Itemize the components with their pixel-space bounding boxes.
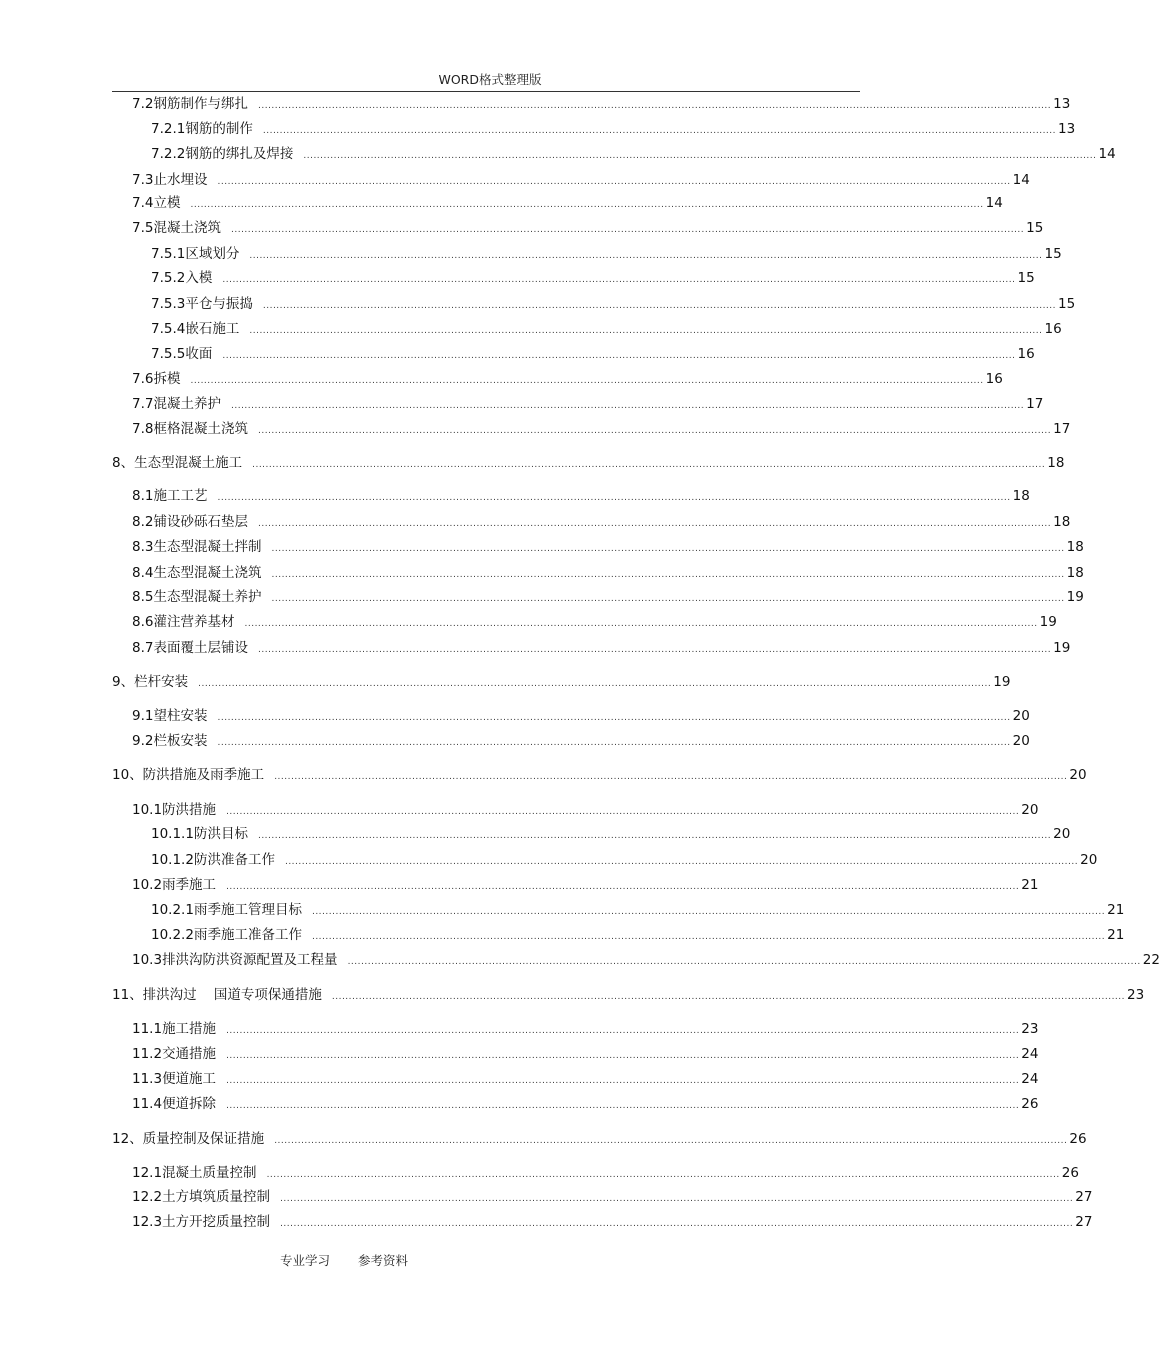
toc-entry-number: 7.8 — [132, 421, 154, 437]
page-header-title: WORD格式整理版 — [438, 72, 542, 87]
toc-entry-number: 9.2 — [132, 733, 154, 749]
toc-entry-page: 21 — [1021, 877, 1039, 893]
toc-entry-page: 18 — [1066, 565, 1084, 581]
toc-entry-number: 7.5 — [132, 220, 154, 236]
toc-entry-number: 10.2.2 — [151, 927, 194, 943]
toc-entry-number: 7.5.3 — [151, 296, 186, 312]
toc-entry-title: 区域划分 — [185, 246, 240, 262]
toc-entry-title: 嵌石施工 — [185, 321, 240, 337]
toc-entry-title: 排洪沟防洪资源配置及工程量 — [162, 952, 338, 968]
toc-leader-dots: ............................................................................................................................................................................................................................................ — [257, 519, 1052, 529]
toc-entry-title: 望柱安装 — [153, 708, 208, 724]
toc-entry-number: 10 — [112, 767, 130, 783]
toc-entry-page: 19 — [1039, 614, 1057, 630]
toc-entry-page: 26 — [1061, 1165, 1079, 1181]
toc-leader-dots: ............................................................................................................................................................................................................................................ — [217, 493, 1011, 503]
toc-leader-dots: ............................................................................................................................................................................................................................................ — [222, 275, 1016, 285]
toc-entry-number: 7.5.4 — [151, 321, 186, 337]
toc-entry-page: 17 — [1026, 396, 1044, 412]
toc-entry-page: 17 — [1053, 421, 1071, 437]
toc-entry-title: 雨季施工管理目标 — [193, 902, 302, 918]
toc-entry-page: 23 — [1127, 987, 1145, 1003]
toc-entry-10-1[interactable] — [132, 801, 1039, 819]
toc-entry-page: 20 — [1021, 802, 1039, 818]
toc-entry-8-5[interactable] — [132, 588, 1084, 606]
toc-entry-page: 20 — [1080, 852, 1098, 868]
toc-leader-dots: ............................................................................................................................................................................................................................................ — [230, 401, 1025, 411]
toc-entry-title: 入模 — [185, 270, 213, 286]
toc-leader-dots: ............................................................................................................................................................................................................................................ — [257, 645, 1052, 655]
toc-entry-page: 16 — [1044, 321, 1062, 337]
toc-entry-7-6[interactable] — [132, 370, 1003, 388]
toc-entry-number: 10.1 — [132, 802, 163, 818]
toc-leader-dots: ............................................................................................................................................................................................................................................ — [217, 738, 1011, 748]
toc-entry-title: 钢筋的绑扎及焊接 — [185, 146, 294, 162]
toc-entry-7-7[interactable] — [132, 395, 1044, 413]
toc-entry-number: 12.2 — [132, 1189, 163, 1205]
toc-entry-10-2[interactable] — [132, 876, 1039, 894]
toc-entry-title: 立模 — [153, 195, 181, 211]
toc-entry-page: 20 — [1069, 767, 1087, 783]
toc-leader-dots: ............................................................................................................................................................................................................................................ — [252, 460, 1046, 470]
toc-entry-9[interactable] — [112, 673, 1011, 691]
toc-entry-12-1[interactable] — [132, 1164, 1079, 1182]
toc-leader-dots: ............................................................................................................................................................................................................................................ — [271, 570, 1065, 580]
toc-entry-title: 止水埋设 — [153, 172, 208, 188]
toc-entry-title: 表面覆土层铺设 — [153, 640, 248, 656]
toc-leader-dots: ............................................................................................................................................................................................................................................ — [274, 772, 1068, 782]
toc-entry-title: 防洪目标 — [193, 826, 248, 842]
toc-leader-dots: ............................................................................................................................................................................................................................................ — [311, 907, 1106, 917]
toc-entry-page: 24 — [1021, 1071, 1039, 1087]
toc-entry-page: 16 — [985, 371, 1003, 387]
toc-entry-7-3[interactable] — [132, 171, 1030, 189]
toc-leader-dots: ............................................................................................................................................................................................................................................ — [262, 301, 1057, 311]
toc-entry-title: 收面 — [185, 346, 213, 362]
toc-leader-dots: ............................................................................................................................................................................................................................................ — [284, 857, 1079, 867]
toc-entry-title: 、栏杆安装 — [120, 674, 189, 690]
toc-entry-11-2[interactable] — [132, 1045, 1039, 1063]
toc-entry-7-4[interactable] — [132, 194, 1003, 212]
toc-entry-9-2[interactable] — [132, 732, 1030, 750]
toc-entry-page: 21 — [1107, 902, 1125, 918]
toc-leader-dots: ............................................................................................................................................................................................................................................ — [226, 807, 1020, 817]
toc-entry-number: 10.2.1 — [151, 902, 194, 918]
toc-entry-10[interactable] — [112, 766, 1087, 784]
toc-leader-dots: ............................................................................................................................................................................................................................................ — [280, 1219, 1074, 1229]
toc-leader-dots: ............................................................................................................................................................................................................................................ — [257, 426, 1052, 436]
toc-entry-page: 24 — [1021, 1046, 1039, 1062]
toc-entry-title: 钢筋制作与绑扎 — [153, 96, 248, 112]
toc-leader-dots: ............................................................................................................................................................................................................................................ — [271, 594, 1065, 604]
toc-entry-number: 7.5.2 — [151, 270, 186, 286]
toc-entry-number: 8.2 — [132, 514, 154, 530]
toc-entry-title: 生态型混凝土浇筑 — [153, 565, 262, 581]
toc-entry-8-2[interactable] — [132, 513, 1071, 531]
toc-entry-title: 框格混凝土浇筑 — [153, 421, 248, 437]
toc-entry-number: 12 — [112, 1131, 130, 1147]
toc-leader-dots: ............................................................................................................................................................................................................................................ — [198, 679, 992, 689]
toc-entry-9-1[interactable] — [132, 707, 1030, 725]
toc-entry-7-5-1[interactable] — [151, 245, 1062, 263]
toc-leader-dots: ............................................................................................................................................................................................................................................ — [244, 619, 1038, 629]
toc-leader-dots: ............................................................................................................................................................................................................................................ — [280, 1194, 1074, 1204]
toc-entry-page: 27 — [1075, 1214, 1093, 1230]
toc-entry-number: 11.4 — [132, 1096, 163, 1112]
toc-leader-dots: ............................................................................................................................................................................................................................................ — [266, 1170, 1060, 1180]
toc-entry-12-3[interactable] — [132, 1213, 1093, 1231]
toc-leader-dots: ............................................................................................................................................................................................................................................ — [230, 225, 1025, 235]
toc-leader-dots: ............................................................................................................................................................................................................................................ — [257, 831, 1052, 841]
toc-leader-dots: ............................................................................................................................................................................................................................................ — [303, 151, 1097, 161]
toc-entry-number: 11.2 — [132, 1046, 163, 1062]
toc-entry-page: 13 — [1053, 96, 1071, 112]
toc-entry-11-1[interactable] — [132, 1020, 1039, 1038]
toc-entry-page: 13 — [1058, 121, 1076, 137]
toc-entry-number: 7.2.2 — [151, 146, 186, 162]
footer-left-text: 专业学习 — [280, 1253, 331, 1268]
toc-leader-dots: ............................................................................................................................................................................................................................................ — [257, 101, 1052, 111]
header-divider — [112, 91, 860, 92]
toc-entry-page: 15 — [1026, 220, 1044, 236]
toc-leader-dots: ............................................................................................................................................................................................................................................ — [249, 326, 1043, 336]
toc-entry-10-1-2[interactable] — [151, 851, 1098, 869]
toc-entry-number: 10.3 — [132, 952, 163, 968]
toc-entry-page: 18 — [1053, 514, 1071, 530]
toc-entry-number: 7.2.1 — [151, 121, 186, 137]
toc-entry-page: 16 — [1017, 346, 1035, 362]
toc-entry-title: 交通措施 — [162, 1046, 217, 1062]
toc-entry-7-8[interactable] — [132, 420, 1071, 438]
toc-leader-dots: ............................................................................................................................................................................................................................................ — [274, 1136, 1068, 1146]
toc-entry-title: 、防洪措施及雨季施工 — [129, 767, 265, 783]
toc-entry-number: 8 — [112, 455, 121, 471]
toc-entry-title: 混凝土浇筑 — [153, 220, 221, 236]
toc-entry-title: 、质量控制及保证措施 — [129, 1131, 265, 1147]
toc-entry-8-4[interactable] — [132, 564, 1084, 582]
toc-entry-page: 21 — [1107, 927, 1125, 943]
toc-entry-page: 19 — [993, 674, 1011, 690]
toc-entry-page: 26 — [1021, 1096, 1039, 1112]
toc-entry-page: 23 — [1021, 1021, 1039, 1037]
toc-entry-title: 平仓与振捣 — [185, 296, 253, 312]
toc-entry-page: 20 — [1012, 733, 1030, 749]
toc-entry-10-3[interactable] — [132, 951, 1160, 969]
toc-entry-number: 9.1 — [132, 708, 154, 724]
toc-entry-7-5-3[interactable] — [151, 295, 1076, 313]
toc-entry-number: 12.1 — [132, 1165, 163, 1181]
toc-entry-title: 便道施工 — [162, 1071, 217, 1087]
toc-leader-dots: ............................................................................................................................................................................................................................................ — [262, 126, 1057, 136]
footer-right-text: 参考资料 — [358, 1253, 409, 1268]
toc-entry-10-1-1[interactable] — [151, 825, 1071, 843]
toc-entry-number: 7.7 — [132, 396, 154, 412]
toc-entry-7-5-2[interactable] — [151, 269, 1035, 287]
toc-leader-dots: ............................................................................................................................................................................................................................................ — [190, 200, 984, 210]
toc-leader-dots: ............................................................................................................................................................................................................................................ — [271, 544, 1065, 554]
toc-entry-number: 7.6 — [132, 371, 154, 387]
toc-entry-number: 8.6 — [132, 614, 154, 630]
toc-leader-dots: ............................................................................................................................................................................................................................................ — [226, 1026, 1020, 1036]
toc-entry-8[interactable] — [112, 454, 1065, 472]
toc-leader-dots: ............................................................................................................................................................................................................................................ — [347, 957, 1141, 967]
toc-entry-11-4[interactable] — [132, 1095, 1039, 1113]
toc-entry-page: 15 — [1044, 246, 1062, 262]
toc-entry-title: 便道拆除 — [162, 1096, 217, 1112]
toc-entry-title: 雨季施工 — [162, 877, 217, 893]
toc-entry-8-7[interactable] — [132, 639, 1071, 657]
toc-entry-title: 生态型混凝土养护 — [153, 589, 262, 605]
toc-entry-number: 10.1.1 — [151, 826, 194, 842]
toc-entry-title: 施工工艺 — [153, 488, 208, 504]
toc-entry-number: 7.5.5 — [151, 346, 186, 362]
toc-entry-title: 栏板安装 — [153, 733, 208, 749]
toc-entry-number: 7.3 — [132, 172, 154, 188]
toc-entry-12[interactable] — [112, 1130, 1087, 1148]
toc-entry-number: 8.5 — [132, 589, 154, 605]
toc-entry-8-3[interactable] — [132, 538, 1084, 556]
toc-entry-page: 14 — [1012, 172, 1030, 188]
toc-entry-number: 11 — [112, 987, 130, 1003]
toc-entry-title: 钢筋的制作 — [185, 121, 253, 137]
toc-entry-title: 拆模 — [153, 371, 181, 387]
toc-entry-title: 铺设砂砾石垫层 — [153, 514, 248, 530]
toc-leader-dots: ............................................................................................................................................................................................................................................ — [226, 1076, 1020, 1086]
toc-leader-dots: ............................................................................................................................................................................................................................................ — [190, 376, 984, 386]
toc-entry-number: 7.5.1 — [151, 246, 186, 262]
toc-entry-number: 8.7 — [132, 640, 154, 656]
toc-entry-10-2-2[interactable] — [151, 926, 1125, 944]
toc-entry-page: 19 — [1053, 640, 1071, 656]
toc-leader-dots: ............................................................................................................................................................................................................................................ — [331, 992, 1126, 1002]
toc-entry-number: 7.2 — [132, 96, 154, 112]
toc-entry-10-2-1[interactable] — [151, 901, 1125, 919]
toc-entry-7-2[interactable] — [132, 95, 1071, 113]
toc-entry-page: 15 — [1058, 296, 1076, 312]
toc-entry-number: 10.2 — [132, 877, 163, 893]
toc-entry-title: 施工措施 — [162, 1021, 217, 1037]
toc-entry-12-2[interactable] — [132, 1188, 1093, 1206]
toc-entry-page: 27 — [1075, 1189, 1093, 1205]
toc-entry-page: 14 — [1098, 146, 1116, 162]
toc-entry-title: 灌注营养基材 — [153, 614, 235, 630]
toc-entry-number: 7.4 — [132, 195, 154, 211]
toc-entry-number: 12.3 — [132, 1214, 163, 1230]
toc-entry-number: 8.4 — [132, 565, 154, 581]
toc-entry-title: 防洪准备工作 — [193, 852, 275, 868]
toc-entry-page: 20 — [1053, 826, 1071, 842]
toc-entry-page: 14 — [985, 195, 1003, 211]
toc-entry-page: 26 — [1069, 1131, 1087, 1147]
toc-entry-7-5[interactable] — [132, 219, 1044, 237]
toc-leader-dots: ............................................................................................................................................................................................................................................ — [226, 1101, 1020, 1111]
toc-leader-dots: ............................................................................................................................................................................................................................................ — [226, 1051, 1020, 1061]
toc-entry-page: 18 — [1066, 539, 1084, 555]
toc-leader-dots: ............................................................................................................................................................................................................................................ — [222, 351, 1016, 361]
toc-entry-number: 11.3 — [132, 1071, 163, 1087]
toc-leader-dots: ............................................................................................................................................................................................................................................ — [249, 251, 1043, 261]
toc-entry-11-3[interactable] — [132, 1070, 1039, 1088]
toc-entry-7-5-4[interactable] — [151, 320, 1062, 338]
toc-entry-11[interactable] — [112, 986, 1145, 1004]
toc-entry-title: 生态型混凝土拌制 — [153, 539, 262, 555]
toc-leader-dots: ............................................................................................................................................................................................................................................ — [217, 177, 1011, 187]
toc-entry-title: 土方填筑质量控制 — [162, 1189, 271, 1205]
toc-entry-page: 18 — [1012, 488, 1030, 504]
toc-leader-dots: ............................................................................................................................................................................................................................................ — [217, 713, 1011, 723]
toc-entry-title: 混凝土质量控制 — [162, 1165, 257, 1181]
toc-entry-title: 、排洪沟过 国道专项保通措施 — [129, 987, 322, 1003]
toc-entry-page: 18 — [1047, 455, 1065, 471]
toc-entry-7-2-1[interactable] — [151, 120, 1076, 138]
toc-entry-page: 15 — [1017, 270, 1035, 286]
toc-leader-dots: ............................................................................................................................................................................................................................................ — [226, 882, 1020, 892]
toc-entry-8-6[interactable] — [132, 613, 1057, 631]
toc-entry-number: 9 — [112, 674, 121, 690]
toc-leader-dots: ............................................................................................................................................................................................................................................ — [311, 932, 1106, 942]
toc-entry-title: 土方开挖质量控制 — [162, 1214, 271, 1230]
toc-entry-number: 8.1 — [132, 488, 154, 504]
toc-entry-8-1[interactable] — [132, 487, 1030, 505]
toc-entry-number: 8.3 — [132, 539, 154, 555]
toc-entry-page: 22 — [1142, 952, 1160, 968]
toc-entry-number: 11.1 — [132, 1021, 163, 1037]
toc-entry-page: 20 — [1012, 708, 1030, 724]
toc-entry-title: 、生态型混凝土施工 — [120, 455, 243, 471]
toc-entry-number: 10.1.2 — [151, 852, 194, 868]
toc-entry-7-2-2[interactable] — [151, 145, 1116, 163]
toc-entry-title: 混凝土养护 — [153, 396, 221, 412]
toc-entry-title: 雨季施工准备工作 — [193, 927, 302, 943]
toc-entry-title: 防洪措施 — [162, 802, 217, 818]
toc-entry-page: 19 — [1066, 589, 1084, 605]
toc-entry-7-5-5[interactable] — [151, 345, 1035, 363]
